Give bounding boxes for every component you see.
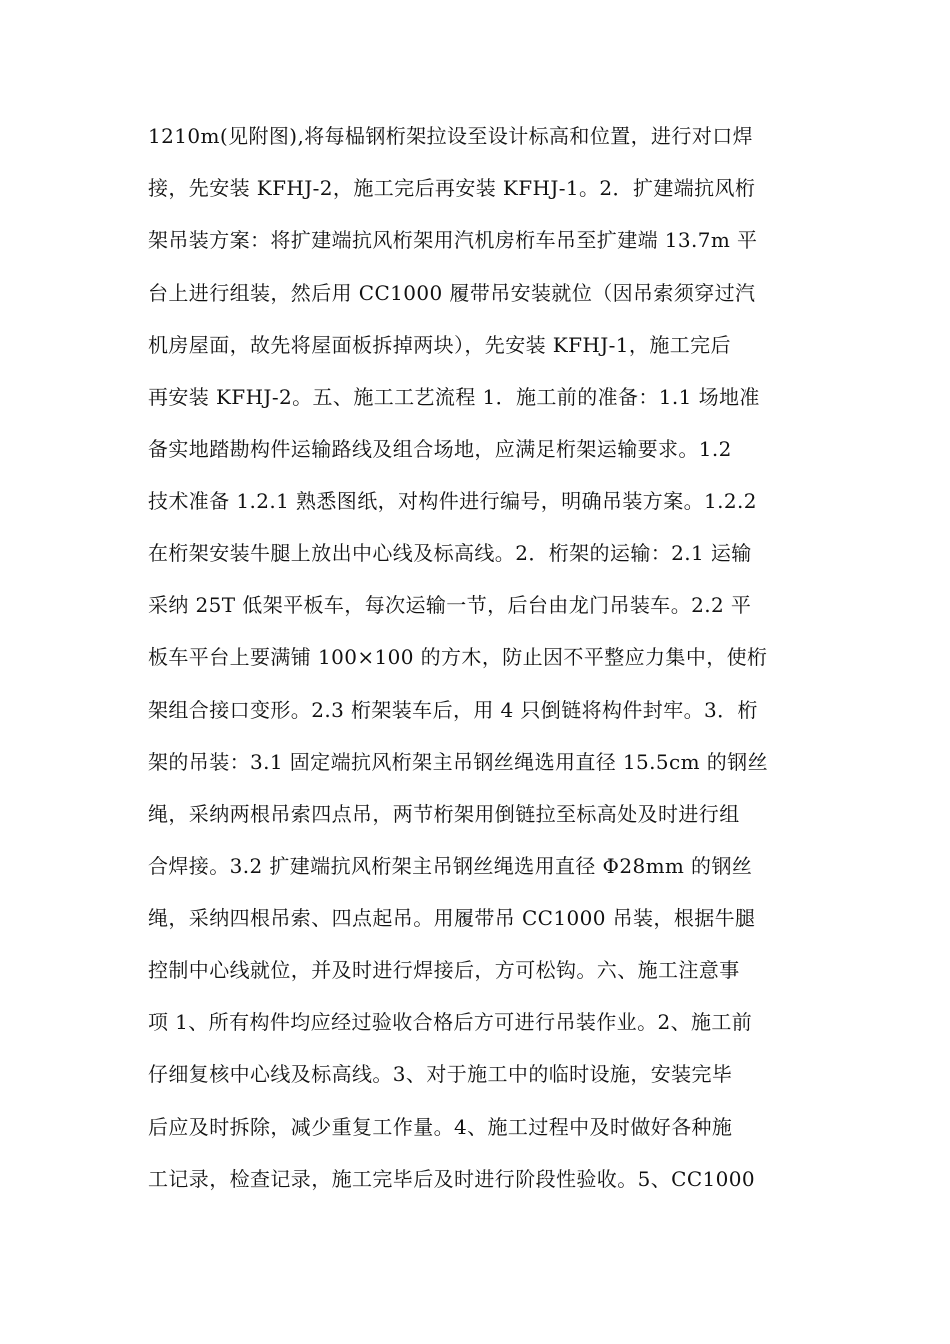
text-line: 备实地踏勘构件运输路线及组合场地，应满足桁架运输要求。1.2 <box>148 437 732 461</box>
text-line: 技术准备 1.2.1 熟悉图纸，对构件进行编号，明确吊装方案。1.2.2 <box>148 489 757 513</box>
text-line: 机房屋面，故先将屋面板拆掉两块），先安装 KFHJ-1，施工完后 <box>148 333 731 357</box>
text-line: 工记录，检查记录，施工完毕后及时进行阶段性验收。5、CC1000 <box>148 1167 756 1191</box>
text-line: 绳，采纳四根吊索、四点起吊。用履带吊 CC1000 吊装，根据牛腿 <box>148 906 756 930</box>
text-line: 控制中心线就位，并及时进行焊接后，方可松钩。六、施工注意事 <box>148 958 740 982</box>
text-line: 采纳 25T 低架平板车，每次运输一节，后台由龙门吊装车。2.2 平 <box>148 593 752 617</box>
text-line: 仔细复核中心线及标高线。3、对于施工中的临时设施，安装完毕 <box>148 1062 733 1086</box>
text-line: 合焊接。3.2 扩建端抗风桁架主吊钢丝绳选用直径 Φ28mm 的钢丝 <box>148 854 753 878</box>
text-line: 架的吊装：3.1 固定端抗风桁架主吊钢丝绳选用直径 15.5cm 的钢丝 <box>148 750 768 774</box>
text-line: 在桁架安装牛腿上放出中心线及标高线。2．桁架的运输：2.1 运输 <box>148 541 752 565</box>
text-line: 架组合接口变形。2.3 桁架装车后，用 4 只倒链将构件封牢。3．桁 <box>148 698 758 722</box>
text-line: 再安装 KFHJ-2。五、施工工艺流程 1．施工前的准备：1.1 场地准 <box>148 385 760 409</box>
text-line: 台上进行组装，然后用 CC1000 履带吊安装就位（因吊索须穿过汽 <box>148 281 756 305</box>
text-line: 项 1、所有构件均应经过验收合格后方可进行吊装作业。2、施工前 <box>148 1010 753 1034</box>
text-line: 架吊装方案：将扩建端抗风桁架用汽机房桁车吊至扩建端 13.7m 平 <box>148 228 758 252</box>
text-line: 1210m(见附图),将每榀钢桁架拉设至设计标高和位置，进行对口焊 <box>148 124 754 148</box>
text-line: 后应及时拆除，减少重复工作量。4、施工过程中及时做好各种施 <box>148 1115 733 1139</box>
text-line: 接，先安装 KFHJ-2，施工完后再安装 KFHJ-1。2．扩建端抗风桁 <box>148 176 756 200</box>
text-line: 绳，采纳两根吊索四点吊，两节桁架用倒链拉至标高处及时进行组 <box>148 802 740 826</box>
text-line: 板车平台上要满铺 100×100 的方木，防止因不平整应力集中，使桁 <box>148 645 768 669</box>
